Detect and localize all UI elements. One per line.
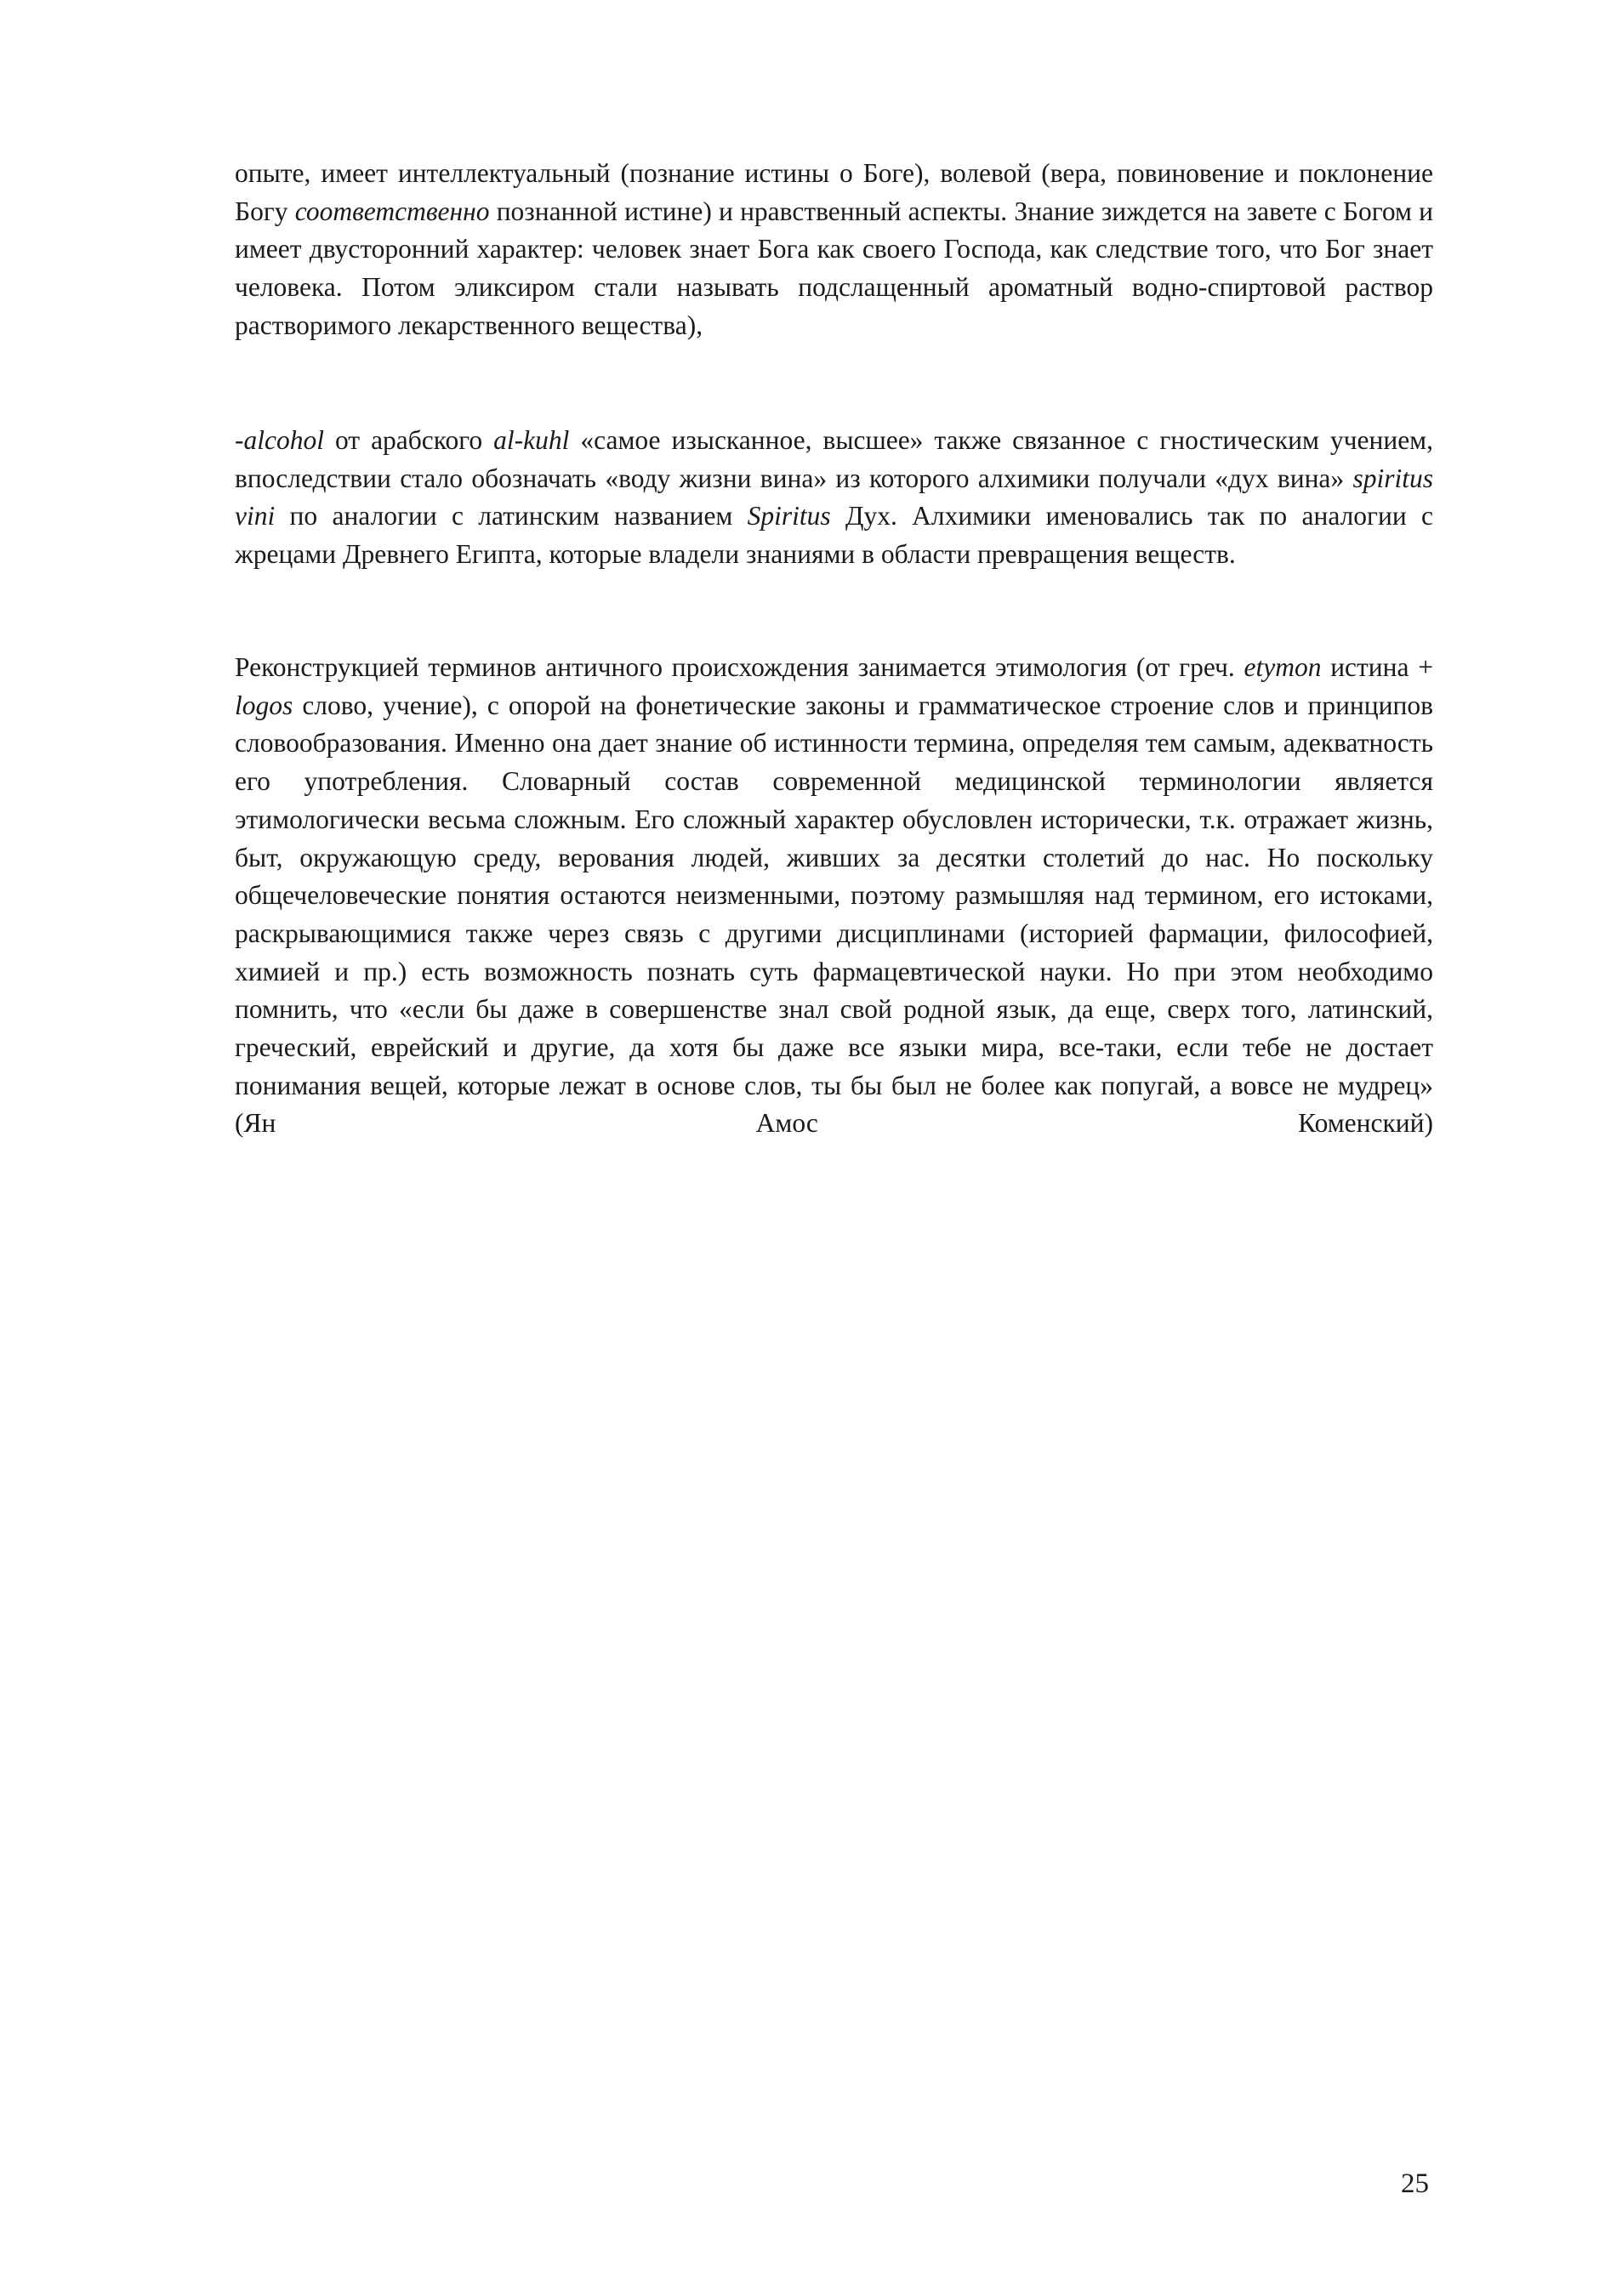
- paragraph: [235, 649, 1433, 1143]
- text-run: от арабского: [323, 425, 494, 455]
- text-run: «самое изысканное, высшее» также связанное с гностическим учением, впоследствии стало обозначать «воду жизни вина» из которого алхимики получали «дух вина»: [235, 425, 1433, 493]
- text-run: опыте, имеет интеллектуальный (познание истины о Боге), волевой (вера, повиновение и поклонение Богу: [235, 158, 1433, 226]
- text-run: Дух. Алхимики именовались так по аналогии с жрецами Древнего Египта, которые владели знаниями в области превращения веществ.: [235, 501, 1433, 570]
- italic-text-run: соответственно: [294, 196, 490, 226]
- text-run: по аналогии с латинским названием: [275, 501, 748, 531]
- paragraph: [235, 422, 1433, 574]
- text-run: познанной истине) и нравственный аспекты. Знание зиждется на завете с Богом и имеет двусторонний характер: человек знает Бога как своего Господа, как следствие того, что Бог знает человека. Потом эликсиром стали называть подслащенный ароматный водно-спиртовой раствор растворимого лекарственного вещества),: [235, 196, 1433, 340]
- italic-text-run: logos: [235, 690, 293, 720]
- paragraph-text: [235, 649, 1433, 1143]
- italic-text-run: spiritus vini: [235, 463, 1433, 531]
- italic-text-run: etymon: [1244, 652, 1322, 682]
- italic-text-run: al-kuhl: [493, 425, 570, 455]
- paragraph: [235, 155, 1433, 345]
- text-run: слово, учение), с опорой на фонетические законы и грамматическое строение слов и принципов словообразования. Именно она дает знание об истинности термина, определяя тем самым, адекватность его употребления. Словарный состав современной медицинской терминологии является этимологически весьма сложным. Его сложный характер обусловлен исторически, т.к. отражает жизнь, быт, окружающую среду, верования людей, живших за десятки столетий до нас. Но поскольку общечеловеческие понятия остаются неизменными, поэтому размышляя над термином, его истоками, раскрывающимися также через связь с другими дисциплинами (историей фармации, философией, химией и пр.) есть возможность познать суть фармацевтической науки. Но при этом необходимо помнить, что «если бы даже в совершенстве знал свой родной язык, да еще, сверх того, латинский, греческий, еврейский и другие, да хотя бы даже все языки мира, все-таки, если тебе не достает понимания вещей, которые лежат в основе слов, ты бы был не более как попугай, а вовсе не мудрец» (Ян Амос Коменский): [235, 690, 1433, 1139]
- italic-text-run: -alcohol: [235, 425, 324, 455]
- text-run: Реконструкцией терминов античного происхождения занимается этимология (от греч.: [235, 652, 1244, 682]
- paragraph-text: [235, 155, 1433, 345]
- page-number: 25: [1401, 2168, 1429, 2199]
- italic-text-run: Spiritus: [747, 501, 831, 531]
- text-run: истина +: [1321, 652, 1433, 682]
- paragraph-text: [235, 422, 1433, 574]
